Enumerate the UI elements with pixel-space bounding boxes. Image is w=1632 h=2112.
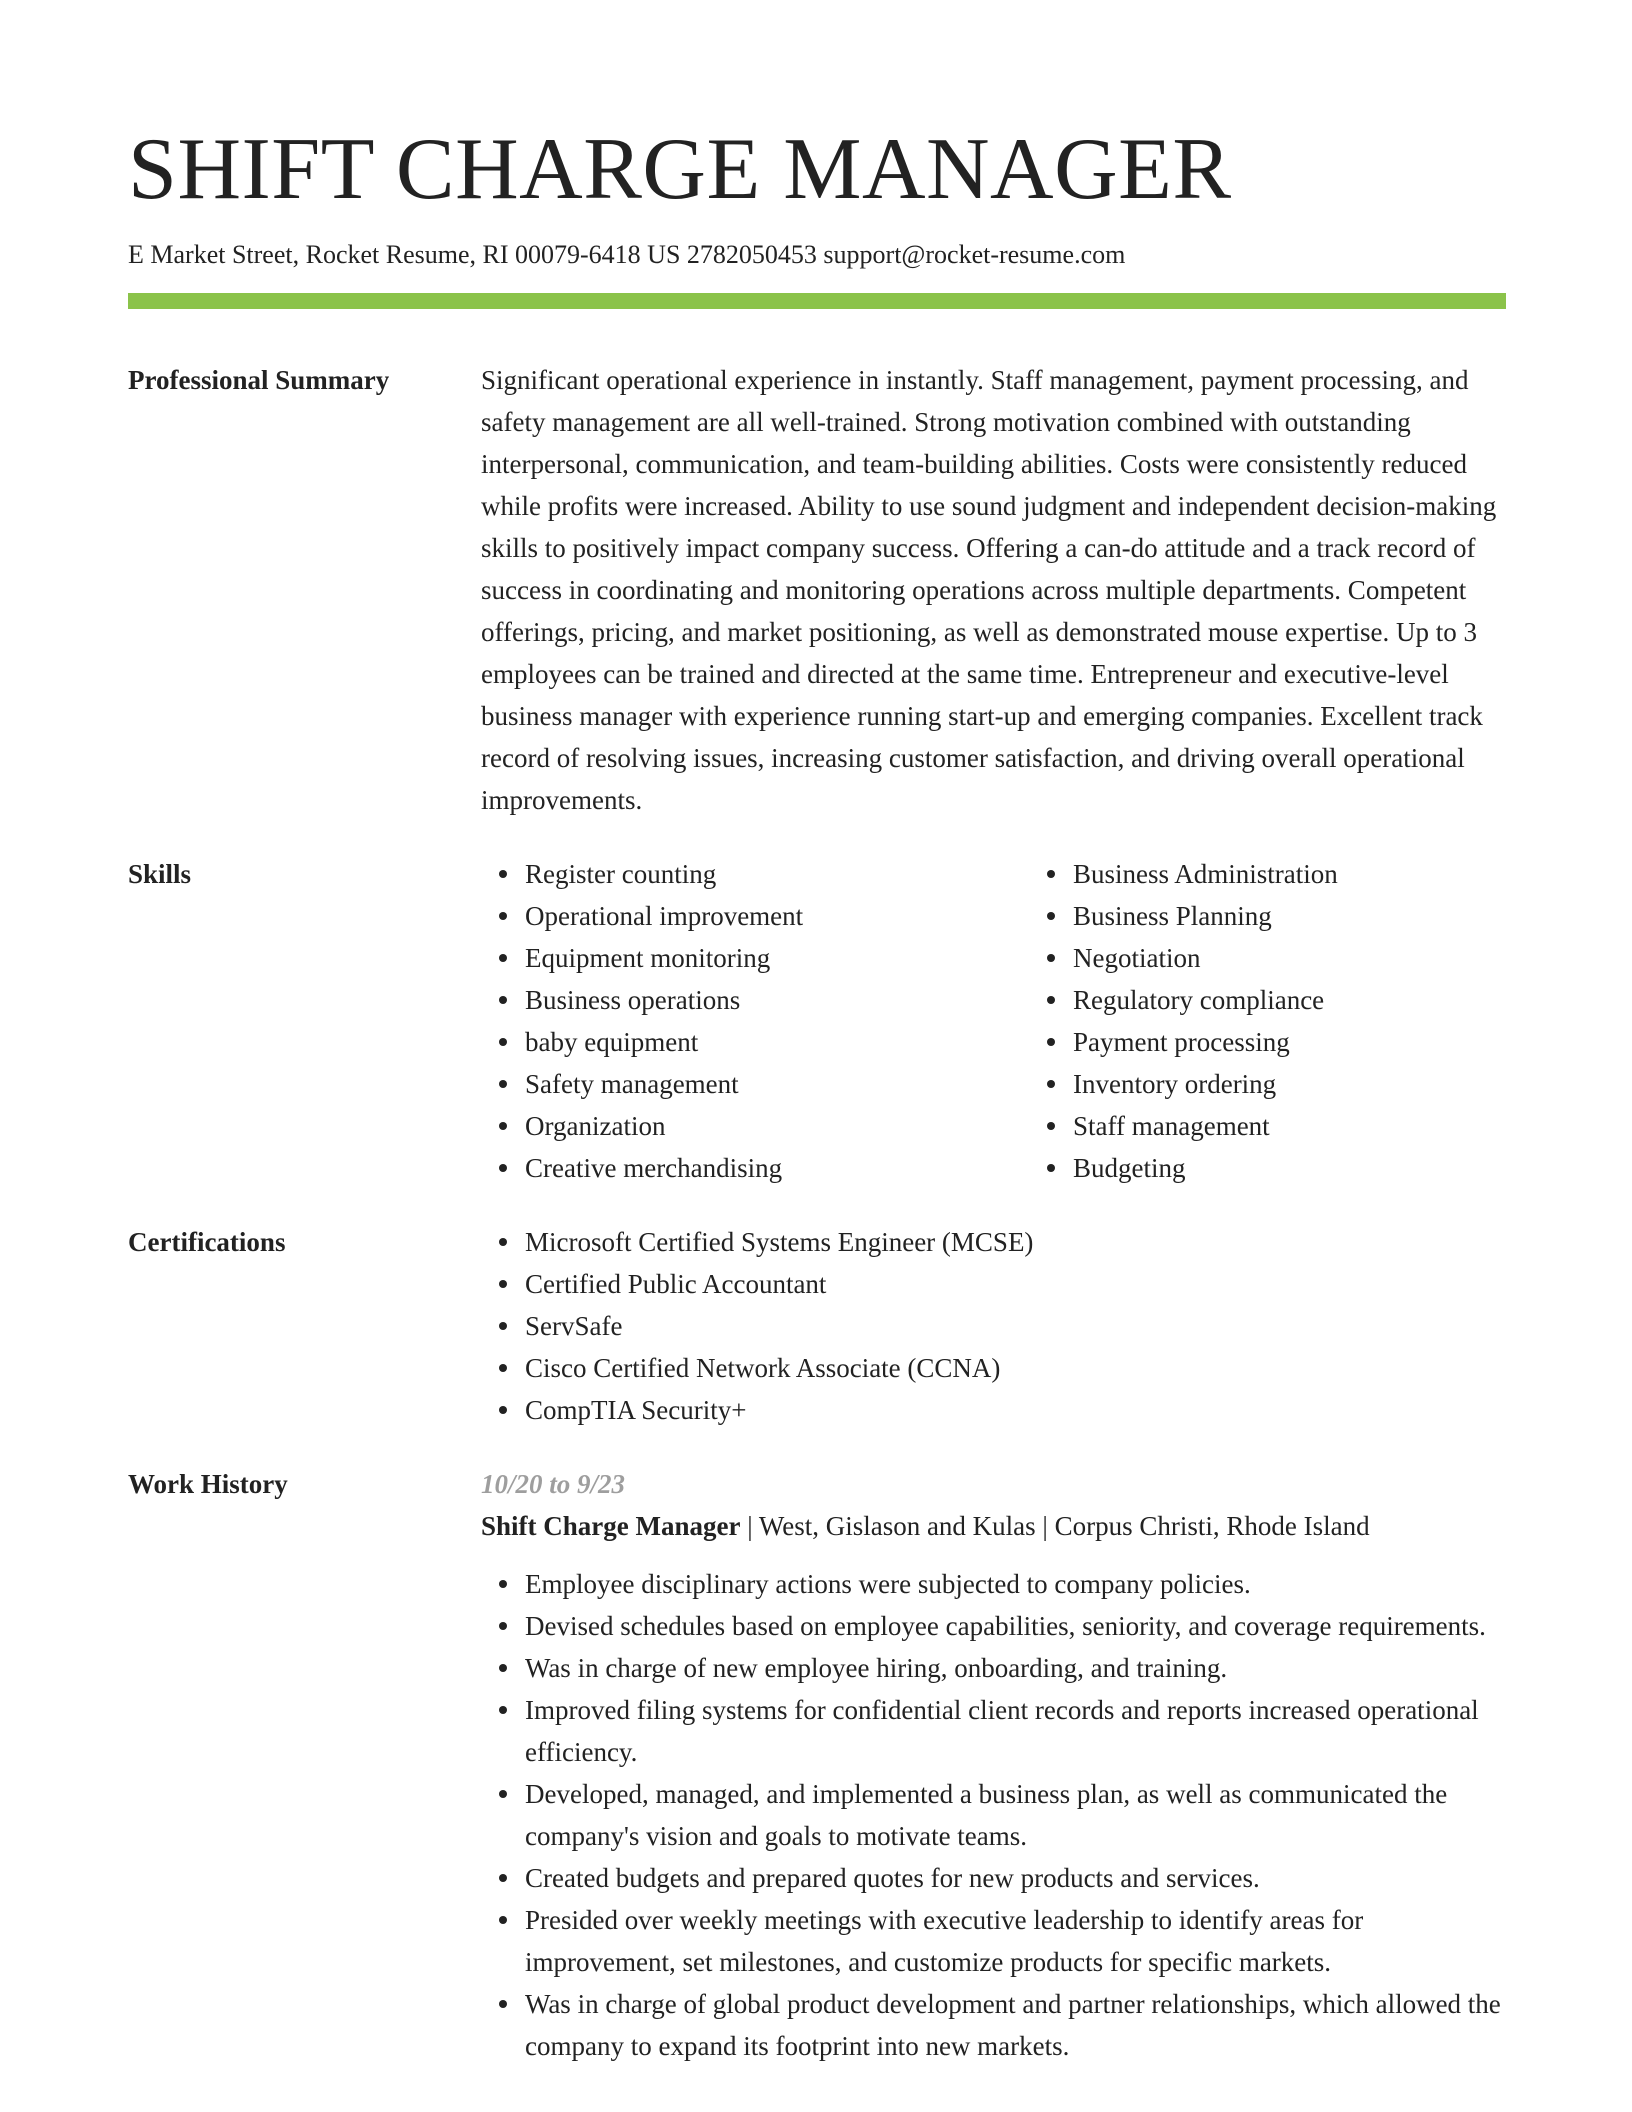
skill-item: Negotiation: [1073, 937, 1577, 979]
header-divider: [128, 293, 1506, 309]
certifications-list: [481, 1221, 1506, 1431]
resume-name: SHIFT CHARGE MANAGER: [128, 121, 1232, 218]
skill-item: Organization: [525, 1105, 1029, 1147]
summary-text: Significant operational experience in instantly. Staff management, payment processing, and safety management are all well-trained. Strong motivation combined with outstanding interpersonal, communication, and team-building abilities. Costs were consistently reduced while profits were increased. Ability to use sound judgment and independent decision-making skills to positively impact company success. Offering a can-do attitude and a track record of success in coordinating and monitoring operations across multiple departments. Competent offerings, pricing, and market positioning, as well as demonstrated mouse expertise. Up to 3 employees can be trained and directed at the same time. Entrepreneur and executive-level business manager with experience running start-up and emerging companies. Excellent track record of resolving issues, increasing customer satisfaction, and driving overall operational improvements.: [481, 365, 1497, 815]
skill-item: baby equipment: [525, 1021, 1029, 1063]
skill-item: Staff management: [1073, 1105, 1577, 1147]
skill-item: Regulatory compliance: [1073, 979, 1577, 1021]
job-bullets: [481, 1563, 1506, 2067]
skill-item: Creative merchandising: [525, 1147, 1029, 1189]
job-bullet: Improved filing systems for confidential client records and reports increased operational efficiency.: [525, 1689, 1506, 1773]
skills-columns: [481, 853, 1577, 1189]
certification-item: Microsoft Certified Systems Engineer (MCSE): [525, 1221, 1506, 1263]
skill-item: Equipment monitoring: [525, 937, 1029, 979]
skill-item: Payment processing: [1073, 1021, 1577, 1063]
skills-section: [128, 853, 1506, 1189]
skill-item: Business operations: [525, 979, 1029, 1021]
job-bullet: Was in charge of global product development and partner relationships, which allowed the company to expand its footprint into new markets.: [525, 1983, 1506, 2067]
job-bullet: Devised schedules based on employee capabilities, seniority, and coverage requirements.: [525, 1605, 1506, 1647]
work-history-body: [481, 1463, 1506, 2067]
skills-list-right: [1029, 853, 1577, 1189]
certifications-body: [481, 1221, 1506, 1431]
section-heading-summary: Professional Summary: [128, 365, 390, 395]
skills-list-left: [481, 853, 1029, 1189]
work-history-section: [128, 1463, 1506, 2067]
job-title-line: [481, 1505, 1506, 1547]
job-bullet: Was in charge of new employee hiring, onboarding, and training.: [525, 1647, 1506, 1689]
section-heading-certifications: Certifications: [128, 1227, 286, 1257]
skill-item: Budgeting: [1073, 1147, 1577, 1189]
certification-item: Cisco Certified Network Associate (CCNA): [525, 1347, 1506, 1389]
certification-item: CompTIA Security+: [525, 1389, 1506, 1431]
contact-email: support@rocket-resume.com: [823, 240, 1126, 269]
skill-item: Business Planning: [1073, 895, 1577, 937]
certifications-section: [128, 1221, 1506, 1431]
section-heading-work-history: Work History: [128, 1469, 288, 1499]
job-bullet: Created budgets and prepared quotes for new products and services.: [525, 1857, 1506, 1899]
skill-item: Inventory ordering: [1073, 1063, 1577, 1105]
job-dates: 10/20 to 9/23: [481, 1469, 626, 1499]
job-title: Shift Charge Manager: [481, 1511, 741, 1541]
contact-address: E Market Street, Rocket Resume, RI 00079-6418 US: [128, 240, 681, 269]
job-bullet: Developed, managed, and implemented a business plan, as well as communicated the company's vision and goals to motivate teams.: [525, 1773, 1506, 1857]
skill-item: Register counting: [525, 853, 1029, 895]
contact-phone: 2782050453: [686, 240, 817, 269]
job-bullet: Presided over weekly meetings with executive leadership to identify areas for improvement, set milestones, and customize products for specific markets.: [525, 1899, 1506, 1983]
section-heading-skills: Skills: [128, 859, 192, 889]
skill-item: Operational improvement: [525, 895, 1029, 937]
skill-item: Safety management: [525, 1063, 1029, 1105]
summary-section: [128, 359, 1506, 821]
contact-line: [128, 237, 1506, 273]
job-details: | West, Gislason and Kulas | Corpus Christi, Rhode Island: [740, 1511, 1370, 1541]
job-bullet: Employee disciplinary actions were subjected to company policies.: [525, 1563, 1506, 1605]
certification-item: ServSafe: [525, 1305, 1506, 1347]
skill-item: Business Administration: [1073, 853, 1577, 895]
certification-item: Certified Public Accountant: [525, 1263, 1506, 1305]
